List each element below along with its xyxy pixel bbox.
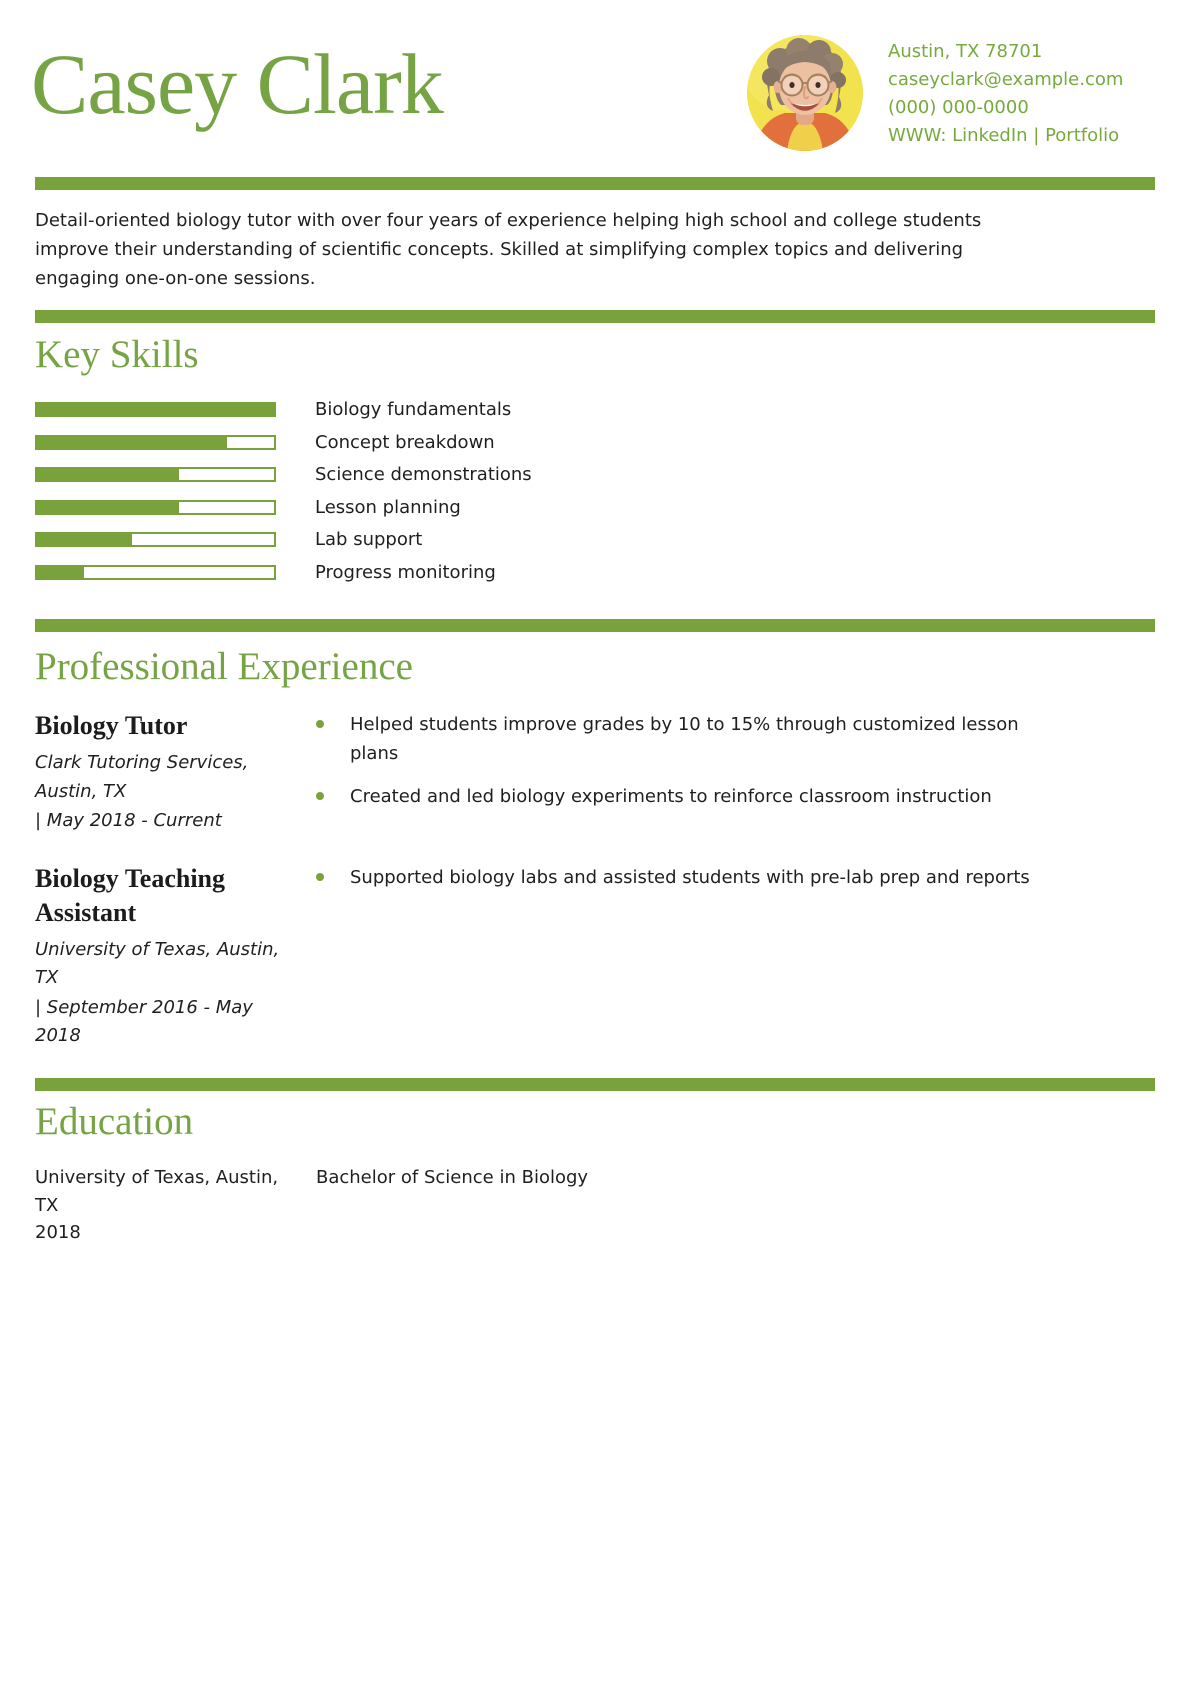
key-skills-title: Key Skills [35, 333, 199, 376]
skill-bar-fill [37, 534, 132, 545]
professional-experience-section [35, 644, 1155, 1051]
education-title: Education [35, 1100, 194, 1143]
professional-experience-title: Professional Experience [35, 645, 413, 688]
contact-websites[interactable]: WWW: LinkedIn | Portfolio [888, 125, 1120, 146]
education-left-column [35, 1164, 316, 1247]
job-company: University of Texas, Austin, TX [35, 938, 280, 988]
job-bullet: Helped students improve grades by 10 to 15% through customized lesson plans [316, 710, 1050, 768]
job-bullets [316, 710, 1050, 836]
education-list [35, 1164, 1155, 1247]
woman-portrait-illustration [747, 35, 863, 151]
skill-bar-fill [37, 437, 227, 448]
skills-list [35, 399, 1155, 583]
job-bullets [316, 863, 1050, 1051]
job-company: Clark Tutoring Services, Austin, TX [35, 752, 249, 802]
job-title: Biology Tutor [35, 711, 188, 740]
skill-row [35, 399, 1155, 420]
contact-location: Austin, TX 78701 [888, 41, 1043, 62]
skill-label: Lab support [315, 529, 423, 550]
job-bullet: Supported biology labs and assisted students with pre-lab prep and reports [316, 863, 1050, 892]
skill-bar-fill [37, 502, 179, 513]
skill-label: Biology fundamentals [315, 399, 512, 420]
section-divider [35, 177, 1155, 190]
skill-bar-fill [37, 404, 274, 415]
job-left-column [35, 862, 316, 1051]
skill-row [35, 561, 1155, 583]
skill-bar-fill [37, 567, 84, 578]
job-bullet: Created and led biology experiments to reinforce classroom instruction [316, 782, 1050, 811]
job-entry [35, 709, 1155, 836]
skill-bar [35, 402, 276, 417]
profile-photo [747, 35, 863, 151]
contact-phone: (000) 000-0000 [888, 97, 1029, 118]
section-divider [35, 310, 1155, 323]
skill-bar-fill [37, 469, 179, 480]
contact-email[interactable]: caseyclark@example.com [888, 69, 1124, 90]
skill-bar [35, 467, 276, 482]
jobs-list [35, 709, 1155, 1051]
job-entry [35, 862, 1155, 1051]
section-divider [35, 1078, 1155, 1091]
education-year: 2018 [35, 1222, 81, 1243]
summary-text: Detail-oriented biology tutor with over four years of experience helping high school and college students improve their understanding of scientific concepts. Skilled at simplifying complex topics and delivering engaging one-on-one sessions. [35, 210, 982, 289]
skill-row [35, 464, 1155, 485]
skill-bar [35, 500, 276, 515]
key-skills-section [35, 332, 1155, 597]
skill-label: Concept breakdown [315, 431, 495, 453]
job-dates: | September 2016 - May 2018 [35, 996, 253, 1046]
skill-label: Science demonstrations [315, 464, 532, 485]
education-entry [35, 1164, 1155, 1247]
section-divider [35, 619, 1155, 632]
education-school: University of Texas, Austin, TX [35, 1167, 279, 1216]
job-dates: | May 2018 - Current [35, 810, 222, 831]
job-title: Biology Teaching Assistant [35, 863, 225, 927]
skill-bar [35, 435, 276, 450]
skill-row [35, 529, 1155, 550]
education-degree: Bachelor of Science in Biology [316, 1167, 589, 1188]
job-left-column [35, 709, 316, 836]
skill-row [35, 431, 1155, 453]
skill-bar [35, 532, 276, 547]
skill-bar [35, 565, 276, 580]
contact-block [888, 38, 1158, 150]
candidate-name: Casey Clark [31, 36, 443, 132]
skill-row [35, 496, 1155, 518]
skill-label: Lesson planning [315, 496, 461, 518]
education-section [35, 1099, 1155, 1247]
skill-label: Progress monitoring [315, 561, 496, 583]
